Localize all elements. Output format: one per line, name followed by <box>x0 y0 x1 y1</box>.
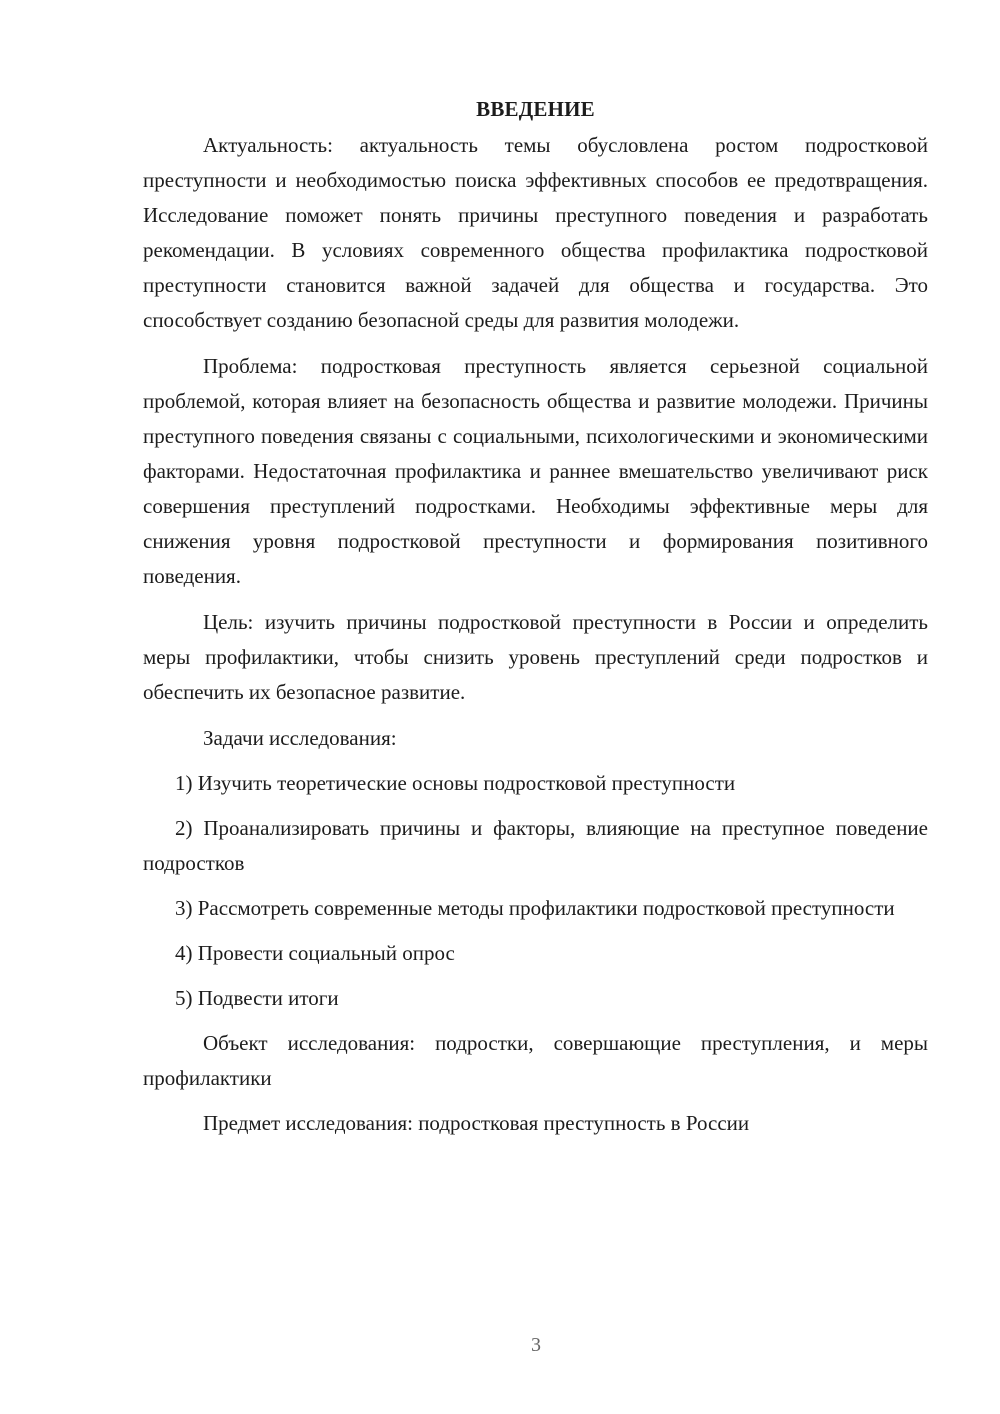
document-title: ВВЕДЕНИЕ <box>476 97 595 121</box>
task-item-1: 1) Изучить теоретические основы подростковой преступности <box>175 771 736 795</box>
paragraph-object: Объект исследования: подростки, совершающие преступления, и меры профилактики <box>143 1031 928 1090</box>
task-item-4: 4) Провести социальный опрос <box>175 941 455 965</box>
task-item-2: 2) Проанализировать причины и факторы, влияющие на преступное поведение подростков <box>143 816 928 875</box>
tasks-heading: Задачи исследования: <box>203 726 397 750</box>
page-content <box>143 92 928 1141</box>
task-item-3: 3) Рассмотреть современные методы профилактики подростковой преступности <box>175 896 895 920</box>
paragraph-relevance: Актуальность: актуальность темы обусловлена ростом подростковой преступности и необходимостью поиска эффективных способов ее предотвращения. Исследование поможет понять причины преступного поведения и разработать рекомендации. В условиях современного общества профилактика подростковой преступности становится важной задачей для общества и государства. Это способствует созданию безопасной среды для развития молодежи. <box>143 133 928 332</box>
task-item-5: 5) Подвести итоги <box>175 986 339 1010</box>
page-number: 3 <box>531 1334 541 1356</box>
paragraph-subject: Предмет исследования: подростковая преступность в России <box>203 1111 750 1135</box>
paragraph-problem: Проблема: подростковая преступность является серьезной социальной проблемой, которая влияет на безопасность общества и развитие молодежи. Причины преступного поведения связаны с социальными, психологическими и экономическими факторами. Недостаточная профилактика и раннее вмешательство увеличивают риск совершения преступлений подростками. Необходимы эффективные меры для снижения уровня подростковой преступности и формирования позитивного поведения. <box>143 354 928 588</box>
paragraph-goal: Цель: изучить причины подростковой преступности в России и определить меры профилактики, чтобы снизить уровень преступлений среди подростков и обеспечить их безопасное развитие. <box>143 610 928 704</box>
